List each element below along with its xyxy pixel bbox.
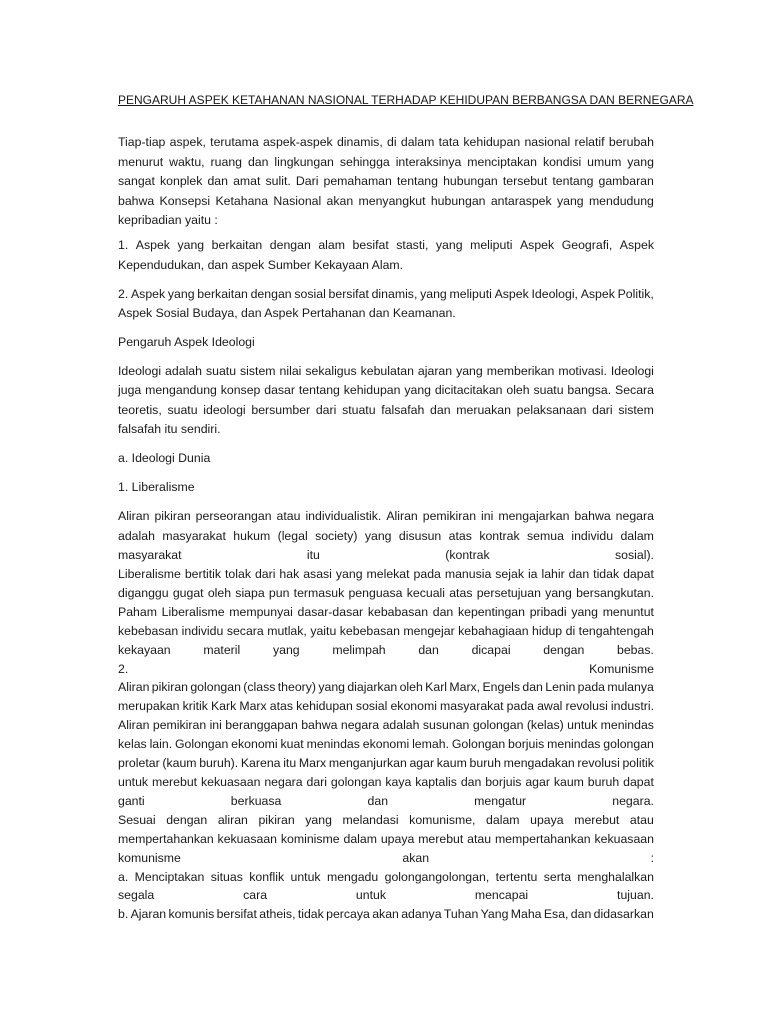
document-line: kebebasan individu secara mutlak, yaitu kebebasan mengejar kebahagiaan hidup di tengahtengah	[118, 624, 654, 638]
document-line: proletar (kaum buruh). Karena itu Marx menganjurkan agar kaum buruh mengadakan revolusi politik	[118, 756, 654, 770]
document-line: 1. Aspek yang berkaitan dengan alam besifat stasti, yang meliputi Aspek Geografi, Aspek	[118, 238, 654, 252]
document-line: sangat konplek dan amat sulit. Dari pemahaman tentang hubungan tersebut tentang gambaran	[118, 174, 654, 188]
document-line: kelas lain. Golongan ekonomi kuat menindas ekonomi lemah. Golongan borjuis menindas golongan	[118, 737, 654, 751]
document-line: Kependudukan, dan aspek Sumber Kekayaan Alam.	[118, 258, 404, 272]
document-line: kekayaan materil yang melimpah dan dicapai dengan bebas.	[118, 643, 654, 657]
document-line: Aliran pikiran perseorangan atau individualistik. Aliran pemikiran ini mengajarkan bahwa negara	[118, 509, 654, 523]
document-line: 1. Liberalisme	[118, 480, 195, 494]
document-line: adalah masyarakat hukum (legal society) yang disusun atas kontrak semua individu dalam	[118, 529, 654, 543]
document-line: a. Ideologi Dunia	[118, 451, 211, 465]
document-line: segala cara untuk mencapai tujuan.	[118, 888, 654, 902]
document-line: Sesuai dengan aliran pikiran yang melandasi komunisme, dalam upaya merebut atau	[118, 813, 654, 827]
document-line: kepribadian yaitu :	[118, 213, 218, 227]
document-line: komunisme akan :	[118, 851, 654, 865]
document-line: masyarakat itu (kontrak sosial).	[118, 548, 654, 562]
document-line: a. Menciptakan situas konflik untuk mengadu golongangolongan, tertentu serta menghalalkan	[118, 870, 654, 884]
document-line: falsafah itu sendiri.	[118, 422, 221, 436]
document-line: Tiap-tiap aspek, terutama aspek-aspek dinamis, di dalam tata kehidupan nasional relatif berubah	[118, 135, 654, 149]
document-line: mempertahankan kekuasaan kominisme dalam upaya merebut atau mempertahankan kekuasaan	[118, 832, 654, 846]
document-line: diganggu gugat oleh siapa pun termasuk penguasa kecuali atas persetujuan yang bersangkutan.	[118, 586, 654, 600]
document-line: b. Ajaran komunis bersifat atheis, tidak percaya akan adanya Tuhan Yang Maha Esa, dan didasarkan	[118, 907, 654, 921]
document-line: merupakan kritik Kark Marx atas kehidupan sosial ekonomi masyarakat pada awal revolusi industri.	[118, 699, 654, 713]
document-line: Aspek Sosial Budaya, dan Aspek Pertahanan dan Keamanan.	[118, 306, 456, 320]
document-line: untuk merebut kekuasaan negara dari golongan kaya kaptalis dan borjuis agar kaum buruh dapat	[118, 775, 654, 789]
document-line: Pengaruh Aspek Ideologi	[118, 335, 255, 349]
document-line: Liberalisme bertitik tolak dari hak asasi yang melekat pada manusia sejak ia lahir dan tidak dapat	[118, 567, 654, 581]
document-line: menurut waktu, ruang dan lingkungan sehingga interaksinya menciptakan kondisi umum yang	[118, 155, 654, 169]
document-line: Ideologi adalah suatu sistem nilai sekaligus kebulatan ajaran yang memberikan motivasi. Ideologi	[118, 364, 654, 378]
document-line: ganti berkuasa dan mengatur negara.	[118, 794, 654, 808]
document-line: Aliran pemikiran ini beranggapan bahwa negara adalah susunan golongan (kelas) untuk menindas	[118, 718, 654, 732]
document-line: 2. Aspek yang berkaitan dengan sosial bersifat dinamis, yang meliputi Aspek Ideologi, Aspek Politik,	[118, 287, 654, 301]
document-line: 2. Komunisme	[118, 662, 654, 676]
document-line: Aliran pikiran golongan (class theory) yang diajarkan oleh Karl Marx, Engels dan Lenin pada mulanya	[118, 680, 654, 694]
document-line: teoretis, suatu ideologi bersumber dari stuatu falsafah dan meruakan pelaksanaan dari sistem	[118, 403, 654, 417]
document-line: Paham Liberalisme mempunyai dasar-dasar kebabasan dan kepentingan pribadi yang menuntut	[118, 605, 654, 619]
document-title: PENGARUH ASPEK KETAHANAN NASIONAL TERHADAP KEHIDUPAN BERBANGSA DAN BERNEGARA	[118, 93, 694, 107]
document-line: bahwa Konsepsi Ketahana Nasional akan menyangkut hubungan antaraspek yang mendudung	[118, 194, 654, 208]
document-line: juga mengandung konsep dasar tentang kehidupan yang dicitacitakan oleh suatu bangsa. Secara	[118, 383, 654, 397]
